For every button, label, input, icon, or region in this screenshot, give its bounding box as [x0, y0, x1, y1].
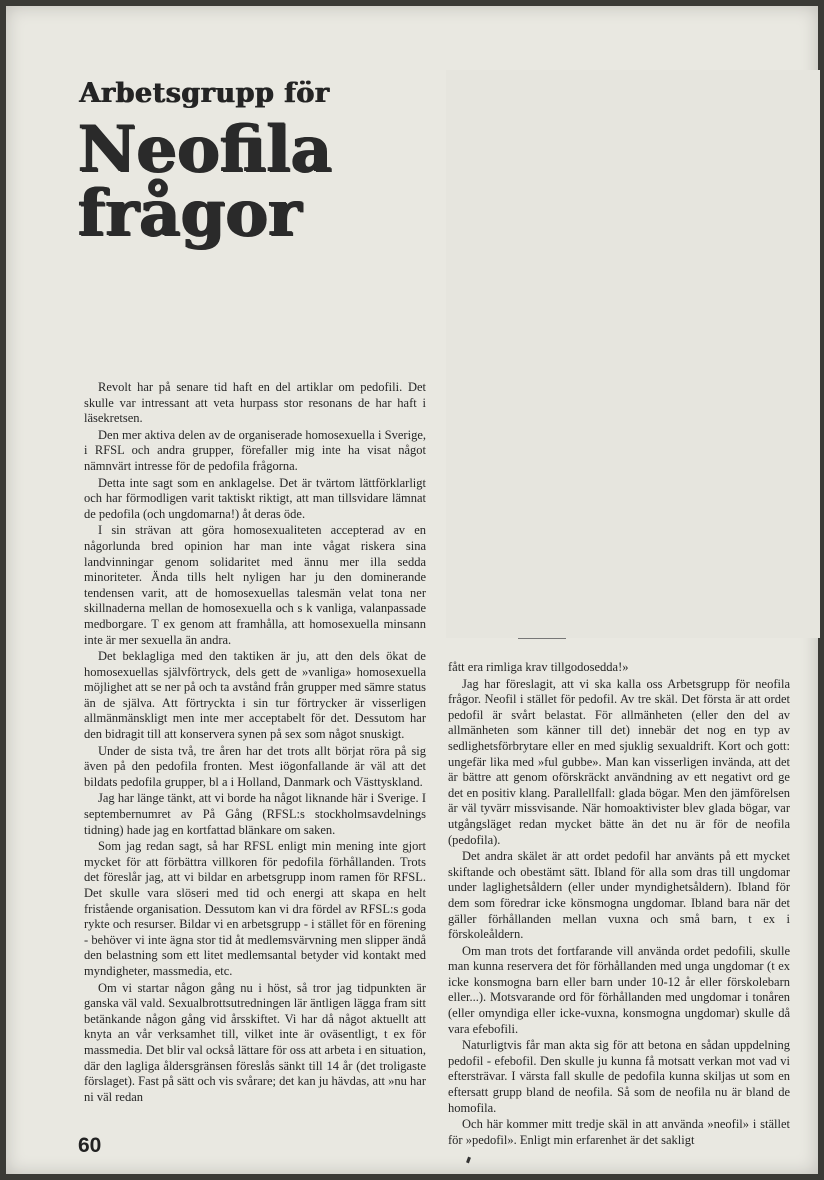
paragraph: Det andra skälet är att ordet pedofil har använts på ett mycket skiftande och obestämt sätt. Ibland för alla som dras till ungdomar under laglighetsåldern (eller under myndighetsåldern). Ibland för dem som föredrar icke könsmogna ungdomar. Ibland bara när det gäller förhållanden mellan vuxna och små barn, t ex i förskoleåldern. [448, 849, 790, 942]
photo-area [446, 70, 820, 638]
paragraph: Naturligtvis får man akta sig för att betona en sådan uppdelning pedofil - efebofil. Den skulle ju kunna få motsatt verkan mot vad vi eftersträvar. I värsta fall skulle de pedofila kunna skiljas ut som en eftersatt grupp bland de neofila. Så som de neofila nu är bland de homofila. [448, 1038, 790, 1115]
paragraph: Jag har föreslagit, att vi ska kalla oss Arbetsgrupp för neofila frågor. Neofil i stället för pedofil. Av tre skäl. Det första är att ordet pedofil är svårt belastat. För allmänheten (eller den del av allmänheten som känner till det) innebär det nog en typ av sedlighetsförbrytare eller en med sjuklig sexualdrift. Kort och gott: ungefär lika med »ful gubbe». Man kan visserligen invända, att det är bättre att genom oförskräckt användning av ett negativt ord ge det en positiv klang. Parallellfall: glada bögar. Men den jämförelsen är väl tyvärr missvisande. När homoaktivister blev glada bögar, var utgångsläget redan mycket bätte än det nu är för de neofila (pedofila). [448, 676, 790, 847]
article-title-line3: frågor [78, 176, 302, 251]
text-column-left [84, 380, 426, 1105]
paragraph: Det beklagliga med den taktiken är ju, att den dels ökat de homosexuellas självförtryck, dels gett de »vanliga» homosexuella möjlighet att se ner på och ta avstånd från grupper med sämre status än de själva. Att förtryckta i sin tur förtrycker är visserligen allmänmänskligt men inte mer acceptabelt för det. Dessutom har den bidragit till att konservera synen på sex som något snuskigt. [84, 649, 426, 742]
paragraph: I sin strävan att göra homosexualiteten accepterad av en någorlunda bred opinion har man inte vågat riskera sina landvinningar genom solidaritet med ännu mer illa sedda minoriteter. Ända tills helt nyligen har ju den dominerande tendensen varit, att de homosexuellas talesmän velat tona ner skillnaderna mellan de homosexuella och s k vanliga, valanpassade medborgare. T ex genom att framhålla, att homosexuella minsann inte är mer sexuella än andra. [84, 523, 426, 647]
paragraph-continued: fått era rimliga krav tillgodosedda!» [448, 660, 629, 674]
paragraph: Detta inte sagt som en anklagelse. Det är tvärtom lättförklarligt och har förmodligen varit taktiskt riktigt, att man tillsvidare lämnat de pedofila (och ungdomarna!) åt deras öde. [84, 475, 426, 521]
paragraph: Om vi startar någon gång nu i höst, så tror jag tidpunkten är ganska väl vald. Sexualbrottsutredningen lär äntligen lägga fram sitt betänkande någon gång vid årsskiftet. Vi har då något aktuellt att knyta an vår verksamhet till, vilket inte är oväsentligt, t ex för massmedia. Det blir val också lättare för oss att arbeta i en situation, där den lagliga åldersgränsen föreslås sänkt till 14 år (det troligaste förslaget). Fast på sätt och vis svårare; det kan ju hävdas, att »nu har ni väl redan [84, 980, 426, 1104]
paragraph: Och här kommer mitt tredje skäl in att använda »neofil» i stället för »pedofil». Enligt min erfarenhet är det sakligt [448, 1117, 790, 1147]
page-number: 60 [78, 1134, 102, 1157]
paragraph: Under de sista två, tre åren har det trots allt börjat röra på sig även på den pedofila fronten. Mest iögonfallande är väl att det bildats pedofila grupper, bl a i Holland, Danmark och Västtyskland. [84, 743, 426, 789]
paragraph: Som jag redan sagt, så har RFSL enligt min mening inte gjort mycket för att förbättra villkoren för pedofila förhållanden. Trots det föreslår jag, att vi bildar en arbetsgrupp inom ramen för RFSL. Det skulle vara slöseri med tid och energi att skapa en helt fristående organisation. Dessutom kan vi dra fördel av RFSL:s goda rykte och resurser. Bildar vi en arbetsgrupp - i stället för en förening - behöver vi inte ägna stor tid åt medlemsvärvning men slipper ändå den belastning som ett litet medlemsantal betyder vid kontakt med myndigheter, massmedia, etc. [84, 839, 426, 978]
article-title-main [78, 112, 333, 251]
print-mark [466, 1157, 471, 1164]
paragraph: Om man trots det fortfarande vill använda ordet pedofili, skulle man kunna reservera det för förhållanden med unga ungdomar (t ex icke konsmogna barn eller barn under 10-12 år eller förskolebarn eller...). Motsvarande ord för förhållanden med ungdomar i tonåren (eller omyndiga eller icke-vuxna, konsmogna ungdomar) skulle då vara efebofili. [448, 943, 790, 1036]
paragraph: Den mer aktiva delen av de organiserade homosexuella i Sverige, i RFSL och andra grupper, förefaller mig inte ha visat något nämnvärt intresse för de pedofila frågorna. [84, 427, 426, 473]
article-title-line2: Neofila [78, 112, 333, 187]
text-column-right [448, 660, 790, 1148]
article-title-line1: Arbetsgrupp för [79, 78, 330, 109]
paragraph: Jag har länge tänkt, att vi borde ha något liknande här i Sverige. I septembernumret av På Gång (RFSL:s stockholmsavdelnings tidning) hade jag en kortfattad blänkare om saken. [84, 791, 426, 837]
column-divider-rule [518, 638, 566, 639]
paragraph: Revolt har på senare tid haft en del artiklar om pedofili. Det skulle var intressant att veta hurpass stor resonans de har haft i läsekretsen. [84, 380, 426, 426]
magazine-page [6, 6, 818, 1174]
